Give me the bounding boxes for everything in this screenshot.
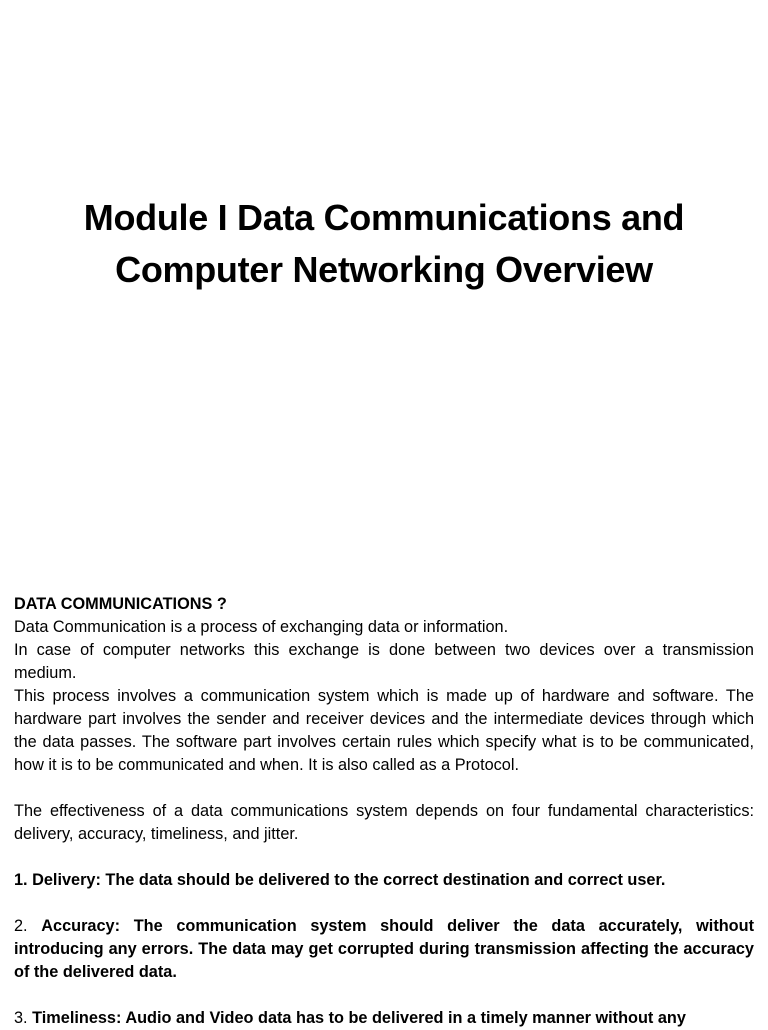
timeliness-item-text: Timeliness: Audio and Video data has to be delivered in a timely manner without any [32,1009,686,1027]
spacer [14,846,754,869]
timeliness-item-number: 3. [14,1009,28,1027]
spacer [14,984,754,1007]
slide-title-line-2: Computer Networking Overview [115,249,653,290]
definition-paragraph: Data Communication is a process of exchanging data or information. [14,618,509,636]
effectiveness-paragraph: The effectiveness of a data communications system depends on four fundamental characteristics: delivery, accuracy, timeliness, and jitter. [14,802,754,843]
content-slide [14,593,754,1030]
spacer [14,777,754,800]
slide-title-line-1: Module I Data Communications and [83,197,685,238]
timeliness-item [14,1007,754,1030]
accuracy-item-text: Accuracy: The communication system should deliver the data accurately, without introducing any errors. The data may get corrupted during transmission affecting the accuracy of the delivered data. [14,917,754,981]
system-description-paragraph: This process involves a communication system which is made up of hardware and software. The hardware part involves the sender and receiver devices and the intermediate devices through which the data passes. The software part involves certain rules which specify what is to be communicated, how it is to be communicated and when. It is also called as a Protocol. [14,687,754,774]
accuracy-item-number: 2. [14,917,28,935]
delivery-item: 1. Delivery: The data should be delivered to the correct destination and correct user. [14,871,666,889]
spacer [14,892,754,915]
accuracy-item [14,915,754,984]
network-exchange-paragraph: In case of computer networks this exchange is done between two devices over a transmission medium. [14,641,754,682]
section-heading: DATA COMMUNICATIONS ? [14,595,227,613]
slide-title [40,192,728,296]
